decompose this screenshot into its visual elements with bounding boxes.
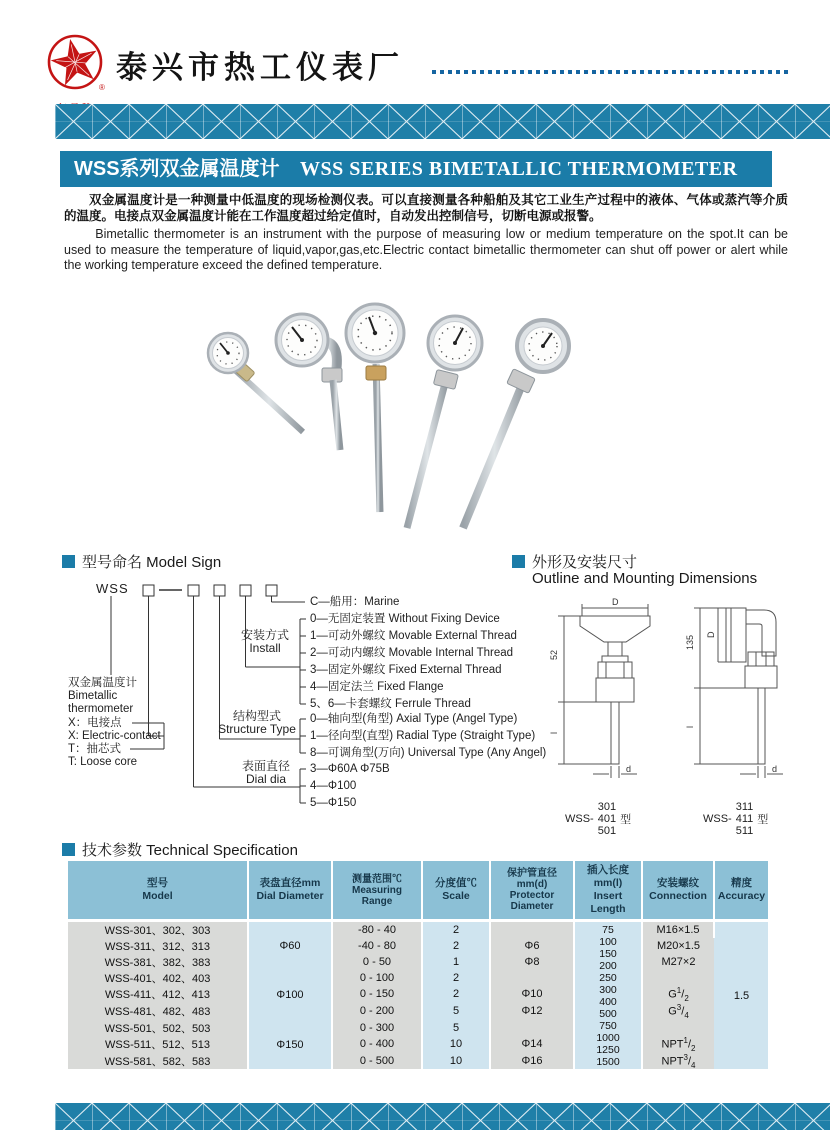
spec-table xyxy=(68,861,768,1069)
spec-table-header-row xyxy=(68,861,768,921)
install-option: 2—可动内螺纹 Movable Internal Thread xyxy=(310,647,514,659)
install-option: 5、6—卡套螺纹 Ferrule Thread xyxy=(310,698,471,710)
scale-cell: 2 xyxy=(422,921,490,939)
lattice-band-bottom xyxy=(55,1103,830,1130)
dim-l-left: l xyxy=(549,732,559,734)
range-cell: 0 - 200 xyxy=(332,1003,422,1020)
spec-table-body xyxy=(68,921,768,1070)
header-line: Scale xyxy=(442,890,470,902)
connection-cell xyxy=(642,970,714,986)
spec-column-header xyxy=(714,861,768,921)
install-option: 4—固定法兰 Fixed Flange xyxy=(310,681,444,693)
dial-diameter-cell: Φ100 xyxy=(248,970,332,1020)
spec-column-header xyxy=(490,861,574,921)
model-number: 411 xyxy=(735,813,754,825)
lattice-pattern xyxy=(55,104,830,139)
connection-cell xyxy=(642,1020,714,1036)
company-name: 泰兴市热工仪表厂 xyxy=(116,50,404,85)
series-title-en: WSS SERIES BIMETALLIC THERMOMETER xyxy=(300,158,738,180)
model-number: 401 xyxy=(597,813,617,825)
section-heading-model-sign xyxy=(62,551,221,572)
structure-label: 结构型式 Structure Type xyxy=(218,709,296,736)
range-cell: 0 - 300 xyxy=(332,1020,422,1036)
header-line: 分度值℃ xyxy=(435,877,477,889)
caption-axial-models: WSS- 301 401 501 型 xyxy=(565,801,632,837)
section-bullet-icon xyxy=(62,555,75,568)
intro-paragraph-en: Bimetallic thermometer is an instrument with the purpose of measuring low or medium temperature on the spot.It can be used to measure the temperature of liquid,vapor,gas,etc.Electric contact bimetallic thermometer can shut off power or alert while the working temperature exceed the defined temperature. xyxy=(64,227,788,272)
model-cell: WSS-481、482、483 xyxy=(68,1003,248,1020)
accuracy-cell: 1.5 xyxy=(714,921,768,1070)
range-cell: -40 - 80 xyxy=(332,938,422,954)
model-number: 501 xyxy=(597,825,617,837)
dial-diameter-cell: Φ150 xyxy=(248,1020,332,1070)
install-label: 安装方式 Install xyxy=(240,628,289,655)
dial-option: 3—Φ60A Φ75B xyxy=(310,763,390,775)
header-line: Accuracy xyxy=(717,890,766,902)
header-line: 型号 xyxy=(147,877,168,889)
scale-cell: 10 xyxy=(422,1053,490,1070)
section-heading-outline xyxy=(512,551,637,572)
thermometer-3 xyxy=(346,304,404,512)
header-line: 插入长度mm(l) xyxy=(587,864,629,889)
structure-option: 8—可调角型(万向) Universal Type (Any Angel) xyxy=(310,747,547,759)
structure-option: 1—径向型(直型) Radial Type (Straight Type) xyxy=(310,730,536,742)
dial-option: 4—Φ100 xyxy=(310,780,357,792)
header-line: Measuring xyxy=(351,884,402,896)
model-cell: WSS-401、402、403 xyxy=(68,970,248,986)
insert-length-value: 75 xyxy=(602,923,614,936)
registered-mark: ® xyxy=(99,83,105,92)
install-option: 0—无固定装置 Without Fixing Device xyxy=(310,613,500,625)
brand-logo xyxy=(44,32,110,114)
insert-length-cell xyxy=(574,921,642,1070)
protector-cell: Φ14 xyxy=(490,1036,574,1053)
section-heading-spec xyxy=(62,839,298,860)
connection-cell: M16×1.5 xyxy=(642,921,714,939)
spec-table-row xyxy=(68,921,768,939)
protector-cell xyxy=(490,1020,574,1036)
dial-diameter-cell: Φ60 xyxy=(248,921,332,971)
scale-cell: 10 xyxy=(422,1036,490,1053)
dial-options xyxy=(310,761,390,812)
spec-table-row xyxy=(68,1020,768,1036)
dim-d-right: d xyxy=(772,764,778,774)
insert-length-value: 300 xyxy=(599,983,617,996)
legend-line: X: Electric-contact xyxy=(68,729,161,742)
install-option: 1—可动外螺纹 Movable External Thread xyxy=(310,630,517,642)
protector-cell xyxy=(490,970,574,986)
spec-column-header xyxy=(422,861,490,921)
header-line: Insert Length xyxy=(590,890,626,915)
legend-line: 双金属温度计 xyxy=(68,677,137,689)
install-option: 3—固定外螺纹 Fixed External Thread xyxy=(310,664,502,676)
connection-cell: $NPT^1/_2$ xyxy=(642,1036,714,1053)
thermometer-2 xyxy=(276,314,342,450)
dial-dia-label: 表面直径 Dial dia xyxy=(241,759,290,786)
insert-length-value: 200 xyxy=(599,959,617,972)
insert-length-value: 500 xyxy=(599,1007,617,1020)
header-line: Model xyxy=(142,890,173,902)
dim-D-left: D xyxy=(612,597,619,607)
install-options xyxy=(310,611,517,713)
model-cell: WSS-581、582、583 xyxy=(68,1053,248,1070)
series-title-banner xyxy=(60,151,772,187)
product-photo xyxy=(145,280,695,540)
model-cell: WSS-311、312、313 xyxy=(68,938,248,954)
intro-paragraph-cn: 双金属温度计是一种测量中低温度的现场检测仪表。可以直接测量各种船舶及其它工业生产过程中的液体、气体或蒸汽等介质的温度。电接点双金属温度计能在工作温度超过给定值时，自动发出控制信号，切断电源或报警。 xyxy=(64,193,788,223)
insert-length-value: 400 xyxy=(599,995,617,1008)
header-line: 测量范围℃ xyxy=(352,873,402,885)
section-heading-outline-cn: 外形及安装尺寸 xyxy=(532,554,638,571)
dim-52: 52 xyxy=(549,649,559,660)
spec-table-row xyxy=(68,1003,768,1020)
header-line: Range xyxy=(361,895,393,907)
model-cell: WSS-501、502、503 xyxy=(68,1020,248,1036)
model-number: 311 xyxy=(735,801,754,813)
connection-cell: M27×2 xyxy=(642,954,714,970)
dim-l-right: l xyxy=(685,726,695,728)
header-line: Diameter xyxy=(510,901,554,912)
header-line: 表盘直径mm xyxy=(259,877,321,889)
drawing-axial-type xyxy=(558,604,650,778)
connection-cell: $NPT^3/_4$ xyxy=(642,1053,714,1070)
dial-option: 5—Φ150 xyxy=(310,797,357,809)
dim-135: 135 xyxy=(685,634,695,650)
range-cell: -80 - 40 xyxy=(332,921,422,939)
range-cell: 0 - 500 xyxy=(332,1053,422,1070)
header-line: 精度 xyxy=(731,877,752,889)
header-line: mm(d) xyxy=(516,879,548,890)
header-line: Connection xyxy=(649,890,707,902)
spec-column-header xyxy=(248,861,332,921)
legend-line: Bimetallic xyxy=(68,690,118,703)
thermometer-type-legend xyxy=(68,677,161,769)
spec-table-row xyxy=(68,970,768,986)
range-cell: 0 - 150 xyxy=(332,986,422,1003)
legend-line: thermometer xyxy=(68,703,134,716)
connection-cell: M20×1.5 xyxy=(642,938,714,954)
section-heading-spec-label: 技术参数 Technical Specification xyxy=(82,842,298,859)
protector-cell: Φ8 xyxy=(490,954,574,970)
spec-table-row xyxy=(68,938,768,954)
insert-length-value: 1000 xyxy=(596,1031,620,1044)
insert-length-value: 150 xyxy=(599,947,617,960)
section-heading-outline-en: Outline and Mounting Dimensions xyxy=(532,570,758,587)
dotted-rule xyxy=(432,70,788,74)
spec-column-header xyxy=(332,861,422,921)
insert-length-value: 1250 xyxy=(596,1043,620,1056)
spec-table-row xyxy=(68,986,768,1003)
scale-cell: 2 xyxy=(422,938,490,954)
model-cell: WSS-511、512、513 xyxy=(68,1036,248,1053)
protector-cell: Φ10 xyxy=(490,986,574,1003)
thermometer-4 xyxy=(407,316,482,528)
header-line: 安装螺纹 xyxy=(657,877,699,889)
legend-line: T: Loose core xyxy=(68,756,138,769)
series-title-cn: WSS系列双金属温度计 xyxy=(74,158,280,180)
header-line: Protector xyxy=(509,890,555,901)
section-heading-model-sign-label: 型号命名 Model Sign xyxy=(82,554,222,571)
connection-cell: $G^3/_4$ xyxy=(642,1003,714,1020)
structure-options xyxy=(310,711,546,762)
protector-cell: Φ16 xyxy=(490,1053,574,1070)
structure-option: 0—轴向型(角型) Axial Type (Angel Type) xyxy=(310,713,518,725)
scale-cell: 5 xyxy=(422,1003,490,1020)
insert-length-value: 100 xyxy=(599,935,617,948)
model-cell: WSS-381、382、383 xyxy=(68,954,248,970)
spec-column-header xyxy=(642,861,714,921)
legend-line: T：抽芯式 xyxy=(68,743,122,756)
section-bullet-icon xyxy=(62,843,75,856)
model-cell: WSS-411、412、413 xyxy=(68,986,248,1003)
section-bullet-icon xyxy=(512,555,525,568)
model-number: 301 xyxy=(597,801,617,813)
scale-cell: 2 xyxy=(422,970,490,986)
protector-cell: Φ12 xyxy=(490,1003,574,1020)
insert-length-value: 750 xyxy=(599,1019,617,1032)
model-sign-diagram xyxy=(60,577,547,835)
outline-drawings xyxy=(540,594,830,807)
spec-table-row xyxy=(68,1036,768,1053)
protector-cell xyxy=(490,921,574,939)
insert-length-value: 1500 xyxy=(596,1055,620,1068)
spec-column-header xyxy=(68,861,248,921)
lattice-band-top xyxy=(55,104,830,139)
range-cell: 0 - 50 xyxy=(332,954,422,970)
legend-line: X：电接点 xyxy=(68,716,122,729)
dim-d-left: d xyxy=(626,764,632,774)
red-star-logo-icon xyxy=(44,32,108,96)
dim-D-right: D xyxy=(706,631,716,638)
caption-radial-models: WSS- 311 411 511 型 xyxy=(703,801,769,837)
connection-cell: $G^1/_2$ xyxy=(642,986,714,1003)
spec-column-header xyxy=(574,861,642,921)
scale-cell: 2 xyxy=(422,986,490,1003)
marine-option: C—船用：Marine xyxy=(310,596,400,608)
model-number: 511 xyxy=(735,825,754,837)
header-line: 保护管直径 xyxy=(507,868,557,879)
model-cell: WSS-301、302、303 xyxy=(68,921,248,939)
range-cell: 0 - 100 xyxy=(332,970,422,986)
range-cell: 0 - 400 xyxy=(332,1036,422,1053)
header-line: Dial Diameter xyxy=(256,890,324,902)
spec-table-row xyxy=(68,1053,768,1070)
model-code-prefix: WSS xyxy=(96,581,129,596)
scale-cell: 5 xyxy=(422,1020,490,1036)
scale-cell: 1 xyxy=(422,954,490,970)
insert-length-value: 250 xyxy=(599,971,617,984)
protector-cell: Φ6 xyxy=(490,938,574,954)
spec-table-row xyxy=(68,954,768,970)
